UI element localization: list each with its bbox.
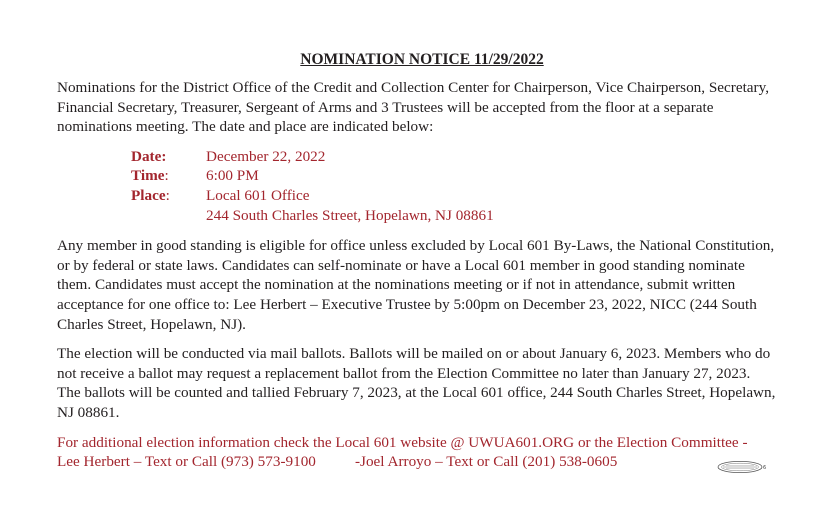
election-paragraph: The election will be conducted via mail ballots. Ballots will be mailed on or about January 6, 2023. Members who do not receive a ballot may request a replacement ballot from the Election Committee no later than January 27, 2023. The ballots will be counted and tallied February 7, 2023, at the Local 601 office, 244 South Charles Street, Hopelawn, NJ 08861. xyxy=(57,345,776,421)
place-row xyxy=(131,186,777,225)
union-label-icon xyxy=(716,460,770,474)
date-row xyxy=(131,147,777,167)
contact-line-1: For additional election information check the Local 601 website @ UWUA601.ORG or the Election Committee - xyxy=(57,433,748,451)
contact-person-1: Lee Herbert – Text or Call (973) 573-9100 xyxy=(57,453,316,471)
time-label: Time: xyxy=(131,167,169,185)
svg-text:6: 6 xyxy=(763,465,767,471)
time-row xyxy=(131,166,777,186)
eligibility-paragraph: Any member in good standing is eligible for office unless excluded by Local 601 By-Laws, the National Constitution, or by federal or state laws. Candidates can self-nominate or have a Local 601 member in good standing nominate them. Candidates must accept the nomination at the nominations meeting or if not in attendance, submit written acceptance for one office to: Lee Herbert – Executive Trustee by 5:00pm on December 23, 2022, NICC (244 South Charles Street, Hopelawn, NJ). xyxy=(57,237,775,333)
meeting-details xyxy=(131,147,777,225)
place-value xyxy=(206,186,777,225)
contact-paragraph xyxy=(57,433,777,472)
notice-title: NOMINATION NOTICE 11/29/2022 xyxy=(300,51,544,68)
notice-document xyxy=(57,50,777,472)
contact-person-2: -Joel Arroyo – Text or Call (201) 538-0605 xyxy=(355,453,618,471)
place-name: Local 601 Office xyxy=(206,186,310,204)
contact-line-2 xyxy=(57,452,777,472)
time-value: 6:00 PM xyxy=(206,167,259,185)
date-value: December 22, 2022 xyxy=(206,147,326,165)
date-label: Date: xyxy=(131,147,167,165)
intro-paragraph: Nominations for the District Office of the Credit and Collection Center for Chairperson, Vice Chairperson, Secretary, Financial Secretary, Treasurer, Sergeant of Arms and 3 Trustees will be accepted from the floor at a separate nominations meeting. The date and place are indicated below: xyxy=(57,79,769,136)
place-address: 244 South Charles Street, Hopelawn, NJ 08861 xyxy=(206,206,494,224)
place-label: Place: xyxy=(131,186,170,204)
